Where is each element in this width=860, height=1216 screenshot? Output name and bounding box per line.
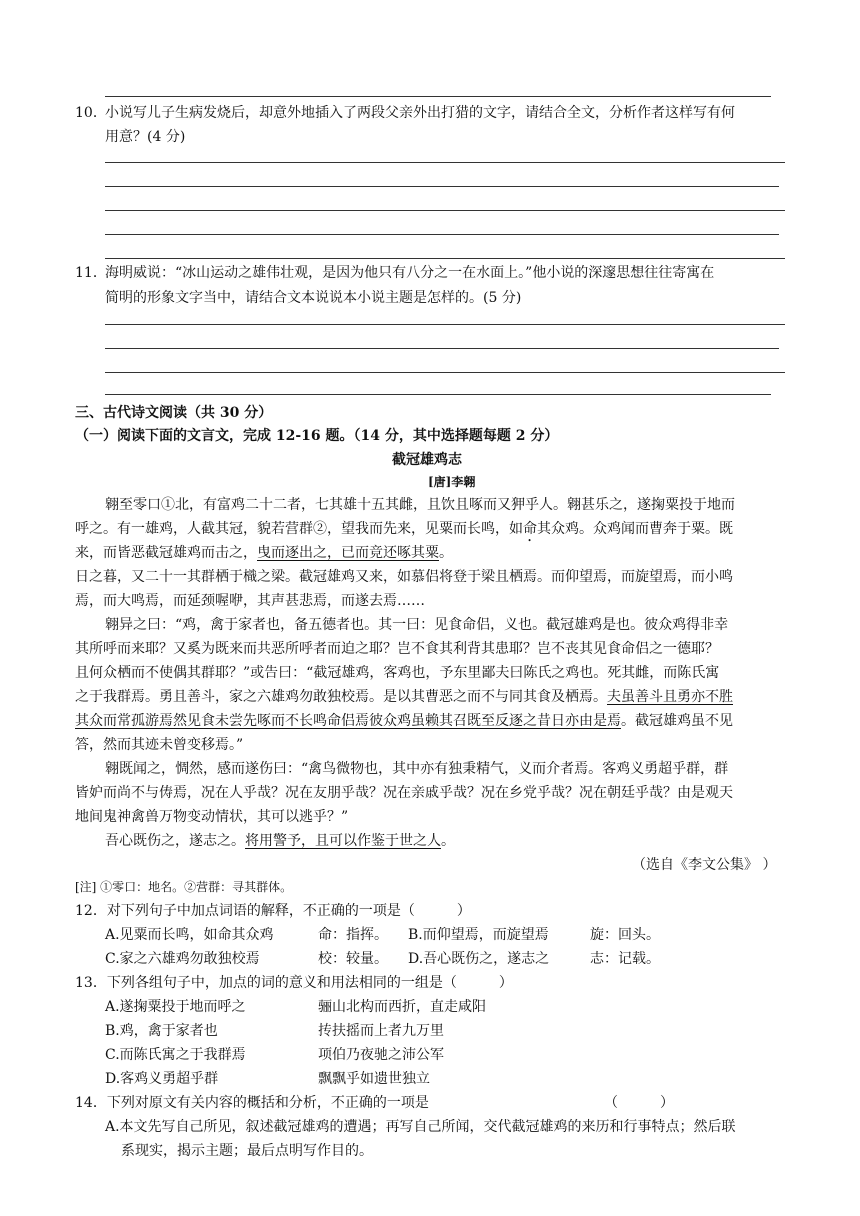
passage-line: 焉，而大鸣焉，而延颈喔咿，其声甚悲焉，而遂去焉…… — [75, 593, 425, 609]
answer-line — [105, 96, 771, 97]
q13-option-b2: 抟扶摇而上者九万里 — [318, 1023, 444, 1039]
passage-author: [唐]李翱 — [428, 475, 476, 489]
passage-line: 其所呼而来耶？又奚为既来而共恶所呼者而迫之耶？岂不食其利背其患耶？岂不丧其见食命侣之一德耶？ — [75, 641, 719, 657]
passage-text: 其众鸡。众鸡闻而曹奔于粟。既 — [537, 521, 733, 537]
emphasized-word: 命 — [523, 521, 537, 537]
passage-line — [75, 542, 453, 562]
q13-stem: 13．下列各组句子中，加点的词的意义和用法相同的一组是（ ） — [75, 975, 513, 991]
passage-title: 截冠雄鸡志 — [392, 452, 462, 468]
q12-option-a: A.见粟而长鸣，如命其众鸡 — [105, 927, 274, 943]
passage-line — [75, 518, 733, 545]
passage-text: 呼之。有一雄鸡，人截其冠，貌若营群②，望我而先来，见粟而长鸣，如 — [75, 521, 523, 537]
q13-option-c2: 项伯乃夜驰之沛公军 — [318, 1047, 444, 1063]
q14-stem: 14．下列对原文有关内容的概括和分析，不正确的一项是 — [75, 1095, 429, 1111]
answer-line — [105, 394, 771, 395]
q12-option-a-explanation: 命：指挥。 — [318, 927, 388, 943]
q14-option-a-line1: A.本文先写自己所见，叙述截冠雄鸡的遭遇；再写自己所闻，交代截冠雄鸡的来历和行事特点；然后联 — [105, 1119, 736, 1135]
underlined-sentence: 夫虽善斗且勇亦不胜 — [607, 689, 733, 705]
passage-text: 之于我群焉。勇且善斗，家之六雄鸡勿敢独校焉。是以其曹恶之而不与同其食及栖焉。 — [75, 689, 607, 705]
q12-option-d-explanation: 志：记载。 — [590, 951, 660, 967]
passage-line: 地间鬼神禽兽万物变动情状，其可以逃乎？” — [75, 809, 349, 825]
passage-text: 来，而皆恶截冠雄鸡而击之， — [75, 545, 257, 561]
q13-option-d1: D.客鸡义勇超乎群 — [105, 1071, 219, 1087]
q10-text-line1: 小说写儿子生病发烧后，却意外地插入了两段父亲外出打猎的文字，请结合全文，分析作者这样写有何 — [105, 105, 735, 121]
passage-text: 。 — [439, 545, 453, 561]
underlined-sentence: 将用警予，且可以作鉴于世之人 — [245, 833, 441, 849]
answer-line — [105, 210, 785, 211]
q10-text-line2: 用意？(4 分) — [105, 129, 186, 145]
q12-option-c-explanation: 校：较量。 — [318, 951, 388, 967]
q13-option-c1: C.而陈氏寓之于我群焉 — [105, 1047, 246, 1063]
answer-line — [105, 372, 785, 373]
passage-text: 吾心既伤之，遂志之。 — [105, 833, 245, 849]
underlined-sentence: 曳而逐出之，已而竞还啄其粟 — [257, 545, 439, 561]
q11-text-line2: 简明的形象文字当中，请结合文本说说本小说主题是怎样的。(5 分) — [105, 290, 522, 306]
q11-number: 11． — [75, 265, 107, 281]
passage-line — [75, 710, 733, 730]
q11-text-line1: 海明威说：“冰山运动之雄伟壮观，是因为他只有八分之一在水面上。”他小说的深邃思想往往寄寓在 — [105, 265, 715, 281]
q13-option-a2: 骊山北构而西折，直走咸阳 — [318, 999, 486, 1015]
answer-line — [105, 258, 785, 259]
passage-text: 。 — [441, 833, 455, 849]
q12-stem: 12．对下列句子中加点词语的解释，不正确的一项是（ ） — [75, 903, 471, 919]
passage-note: [注] ①零口：地名。②营群：寻其群体。 — [75, 880, 293, 894]
answer-line — [105, 186, 779, 187]
passage-text: 。截冠雄鸡虽不见 — [621, 713, 733, 729]
q13-option-b1: B.鸡，禽于家者也 — [105, 1023, 218, 1039]
answer-line — [105, 162, 785, 163]
passage-line: 翱既闻之，惆然，感而遂伤曰：“禽鸟微物也，其中亦有独秉精气，义而介者焉。客鸡义勇超乎群，群 — [105, 761, 729, 777]
passage-line: 且何众栖而不使偶其群耶？”或告曰：“截冠雄鸡，客鸡也，予东里鄙夫曰陈氏之鸡也。死其雌，而陈氏寓 — [75, 665, 720, 681]
q12-option-b: B.而仰望焉，而旋望焉 — [408, 927, 549, 943]
q13-option-d2: 飘飘乎如遗世独立 — [318, 1071, 430, 1087]
passage-line: 翱至零口①北，有富鸡二十二者，七其雄十五其雌，且饮且啄而又狎乎人。翱甚乐之，遂掬粟投于地而 — [105, 497, 735, 513]
passage-source: （选自《李文公集》 ） — [632, 857, 777, 873]
q12-option-b-explanation: 旋：回头。 — [590, 927, 660, 943]
q12-option-d: D.吾心既伤之，遂志之 — [408, 951, 550, 967]
answer-line — [105, 234, 779, 235]
answer-line — [105, 324, 785, 325]
passage-line: 日之暮，又二十一其群栖于樴之梁。截冠雄鸡又来，如慕侣将登于梁且栖焉。而仰望焉，而旋望焉，而小鸣 — [75, 569, 733, 585]
passage-line: 翱异之曰：“鸡，禽于家者也，备五德者也。其一曰：见食命侣，义也。截冠雄鸡是也。彼众鸡得非幸 — [105, 617, 729, 633]
q12-option-c: C.家之六雄鸡勿敢独校焉 — [105, 951, 260, 967]
q14-option-a-line2: 系现实，揭示主题；最后点明写作目的。 — [121, 1143, 373, 1159]
q10-number: 10． — [75, 105, 107, 121]
q14-answer-paren: （ ） — [604, 1095, 674, 1111]
passage-line: 答，然而其迹未曾变移焉。” — [75, 737, 244, 753]
q13-option-a1: A.遂掬粟投于地而呼之 — [105, 999, 246, 1015]
underlined-sentence: 其众而常孤游焉然见食未尝先啄而不长鸣命侣焉彼众鸡虽赖其召既至反逐之昔日亦由是焉 — [75, 713, 621, 729]
section-subheading: （一）阅读下面的文言文，完成 12-16 题。（14 分，其中选择题每题 2 分） — [75, 428, 559, 444]
answer-line — [105, 348, 779, 349]
passage-line — [105, 830, 455, 850]
passage-line: 皆妒而尚不与俦焉，况在人乎哉？况在友朋乎哉？况在亲戚乎哉？况在乡党乎哉？况在朝廷乎哉？由是观天 — [75, 785, 733, 801]
passage-line — [75, 686, 733, 706]
section-heading: 三、古代诗文阅读（共 30 分） — [75, 405, 273, 421]
